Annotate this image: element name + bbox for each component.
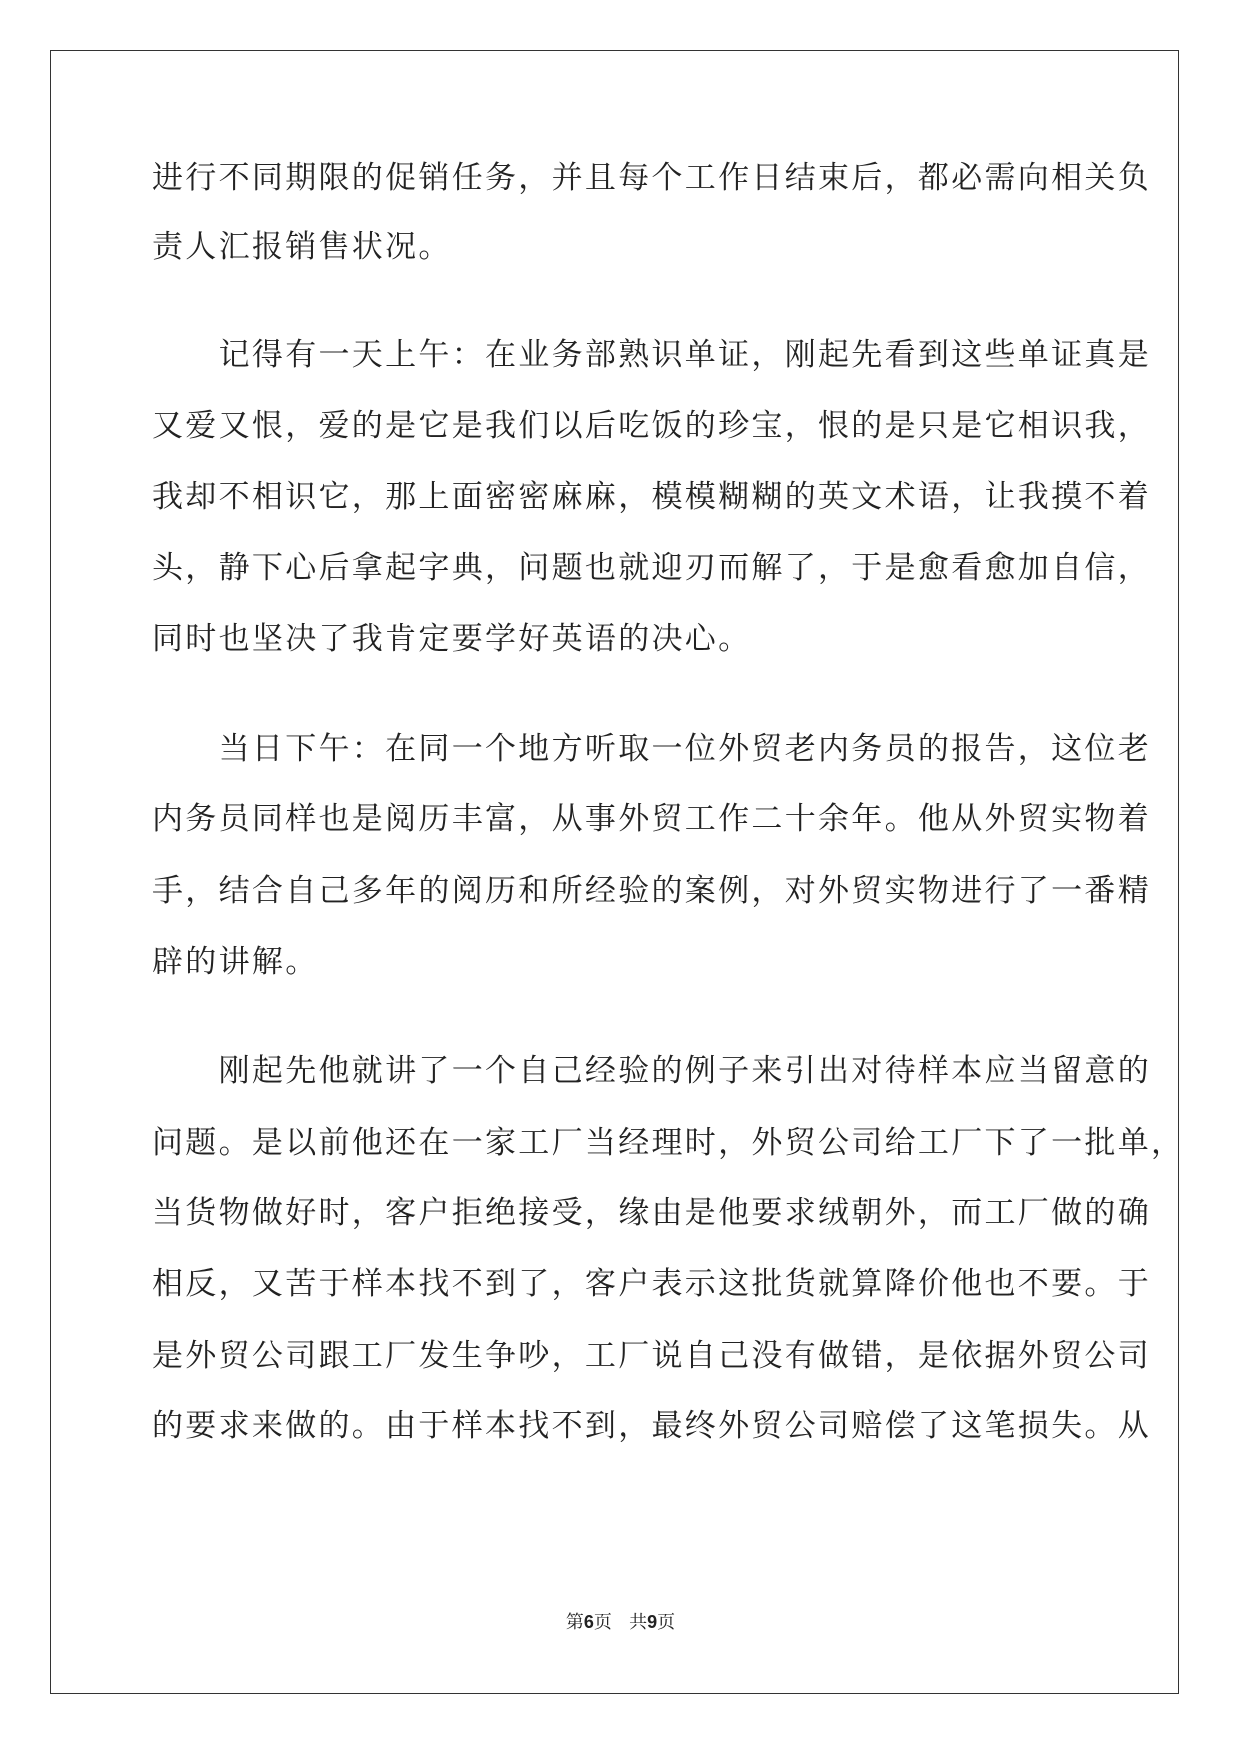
footer-total-prefix: 共: [629, 1612, 648, 1633]
text-line: 同时也坚决了我肯定要学好英语的决心。: [152, 621, 752, 657]
page-footer: [0, 1610, 1241, 1635]
text-line: 记得有一天上午：在业务部熟识单证，刚起先看到这些单证真是: [152, 337, 1151, 373]
text-line: 又爱又恨，爱的是它是我们以后吃饭的珍宝，恨的是只是它相识我，: [152, 408, 1151, 444]
text-line: 刚起先他就讲了一个自己经验的例子来引出对待样本应当留意的: [152, 1053, 1151, 1089]
text-line: 辟的讲解。: [152, 944, 319, 980]
text-line: 当日下午：在同一个地方听取一位外贸老内务员的报告，这位老: [152, 731, 1151, 767]
text-line: 责人汇报销售状况。: [152, 229, 452, 265]
text-line: 手，结合自己多年的阅历和所经验的案例，对外贸实物进行了一番精: [152, 873, 1151, 909]
text-line: 相反，又苦于样本找不到了，客户表示这批货就算降价他也不要。于: [152, 1266, 1151, 1302]
text-line: 当货物做好时，客户拒绝接受，缘由是他要求绒朝外，而工厂做的确: [152, 1195, 1151, 1231]
current-page-number: 6: [583, 1612, 594, 1632]
text-line: 内务员同样也是阅历丰富，从事外贸工作二十余年。他从外贸实物着: [152, 801, 1151, 837]
text-line: 进行不同期限的促销任务，并且每个工作日结束后，都必需向相关负: [152, 160, 1151, 196]
footer-total-suffix: 页: [657, 1612, 676, 1633]
text-line: 我却不相识它，那上面密密麻麻，模模糊糊的英文术语，让我摸不着: [152, 479, 1151, 515]
text-line: 问题。是以前他还在一家工厂当经理时，外贸公司给工厂下了一批单，: [152, 1125, 1185, 1161]
footer-page-word: 页: [593, 1612, 612, 1633]
footer-prefix: 第: [565, 1612, 584, 1633]
text-line: 是外贸公司跟工厂发生争吵，工厂说自己没有做错，是依据外贸公司: [152, 1338, 1151, 1374]
total-pages-number: 9: [647, 1612, 658, 1632]
text-line: 的要求来做的。由于样本找不到，最终外贸公司赔偿了这笔损失。从: [152, 1408, 1151, 1444]
text-line: 头，静下心后拿起字典，问题也就迎刃而解了，于是愈看愈加自信，: [152, 550, 1151, 586]
